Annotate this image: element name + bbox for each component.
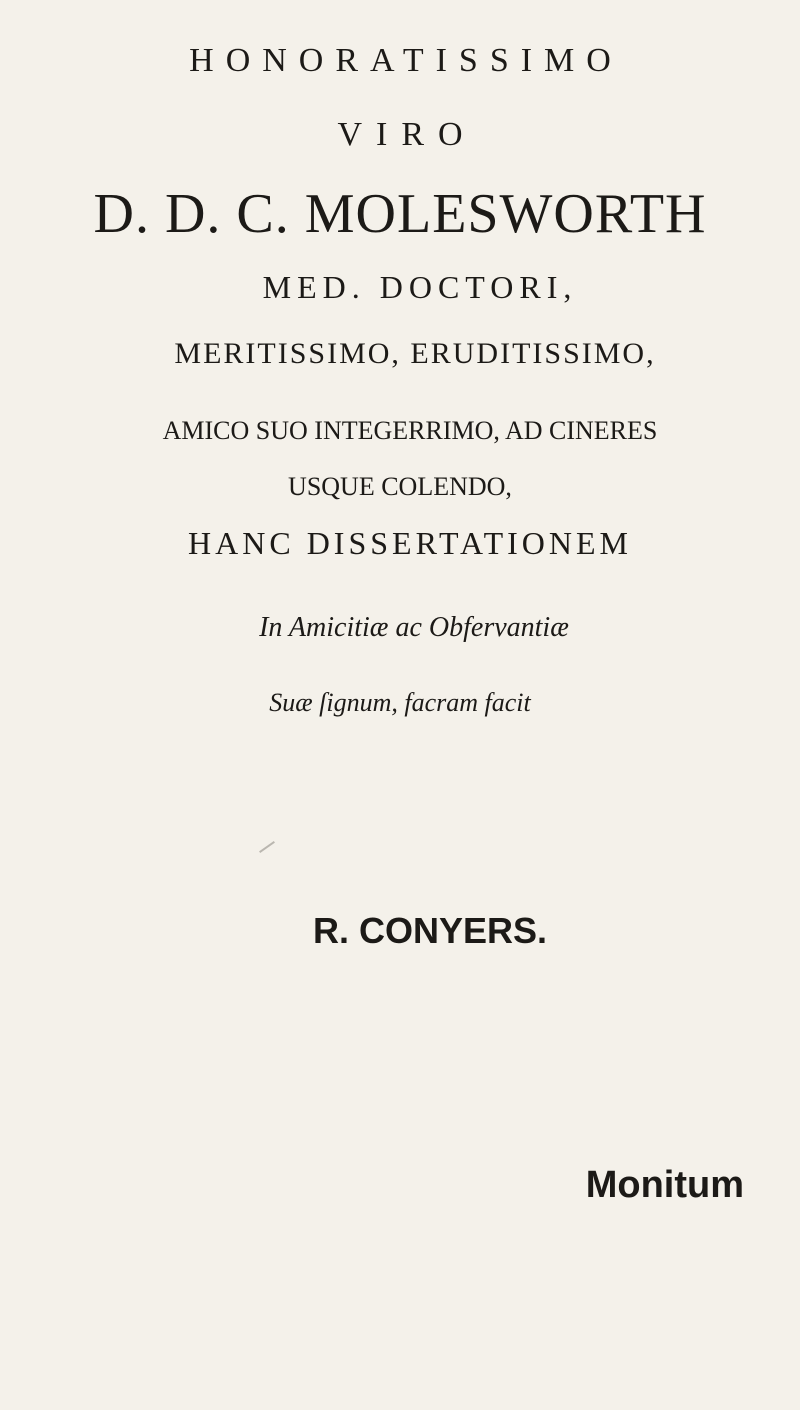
dedication-line-honoratissimo: HONORATISSIMO <box>189 42 623 79</box>
dedication-line-viro: VIRO <box>337 116 477 153</box>
dedication-line-hanc-dissertationem: HANC DISSERTATIONEM <box>188 525 632 561</box>
dedication-line-amico: AMICO SUO INTEGERRIMO, AD CINERES <box>162 416 658 445</box>
dedication-line-usque-colendo: USQUE COLENDO, <box>288 472 512 501</box>
dedicatee-name: D. D. C. MOLESWORTH <box>93 183 707 245</box>
ink-stroke <box>259 841 275 853</box>
dedication-line-meritissimo: MERITISSIMO, ERUDITISSIMO, <box>174 337 656 370</box>
dedication-line-in-amicitiae: In Amicitiæ ac Obfervantiæ <box>259 612 569 643</box>
dedication-line-med-doctori: MED. DOCTORI, <box>262 269 578 305</box>
catchword: Monitum <box>585 1164 744 1206</box>
author-signature: R. CONYERS. <box>312 910 548 951</box>
dedication-line-suae-signum: Suæ ſignum, facram facit <box>269 688 531 717</box>
